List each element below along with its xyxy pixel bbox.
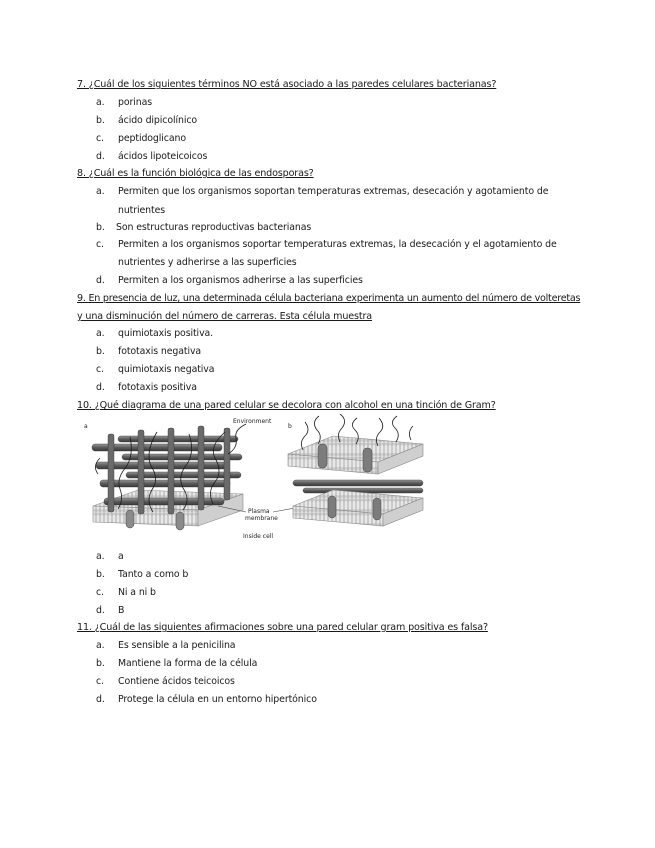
document-page: 7. ¿Cuál de los siguientes términos NO está asociado a las paredes celulares bacterianas? a. porinas b. ácido dipicolínico c. peptidoglicano d. ácidos lipoteicoicos 8. ¿Cuál es la función biológica de las endosporas? a. Permiten que los organismos soportan temperaturas extremas, desecación y agotamiento de nutrientes b. Son estructuras reproductivas bacterianas c. Permiten a los organismos soportar temperaturas extremas, la desecación y el agotamiento de nutrientes y adherirse a las superficies d. Permiten a los organismos adherirse a las superficies 9. En presencia de luz, una determinada célula bacteriana experimenta un aumento del número de volteretas y una disminución del número de carreras. Esta célula muestra a. quimiotaxis positiva. b. fototaxis negativa c. quimiotaxis negativa d. fototaxis positiva 10. ¿Qué diagrama de una pared celular se decolora con alcohol en una tinción de Gram? a Environment Plasma membrane Inside cell b a. a b. Tanto a como b c. Ni a ni b d. B 11. ¿Cuál de las siguientes afirmaciones sobre una pared celular gram positiva es falsa? a. Es sensible a la penicilina b. Mantiene la forma de la célula c. Contiene ácidos teicoicos d. Protege la célula en un entorno hipertónico [77, 79, 581, 705]
cell-wall-illustration [78, 414, 438, 542]
question-10: 10. ¿Qué diagrama de una pared celular se decolora con alcohol en una tinción de Gram? [77, 400, 496, 411]
diagram-a [84, 423, 246, 530]
question-9-cont: y una disminución del número de carreras. Esta célula muestra [77, 311, 373, 322]
membrane-label: membrane [245, 515, 278, 522]
question-9: 9. En presencia de luz, una determinada célula bacteriana experimenta un aumento del número de volteretas [77, 293, 581, 304]
environment-label: Environment [233, 418, 272, 425]
question-11: 11. ¿Cuál de las siguientes afirmaciones sobre una pared celular gram positiva es falsa? [77, 622, 488, 633]
plasma-label: Plasma [248, 508, 270, 515]
question-8: 8. ¿Cuál es la función biológica de las endosporas? [77, 168, 314, 179]
diagram-b-label: b [288, 423, 292, 430]
diagram-a-label: a [84, 423, 88, 430]
inside-cell-label: Inside cell [243, 533, 274, 540]
question-7: 7. ¿Cuál de los siguientes términos NO está asociado a las paredes celulares bacterianas? [77, 79, 497, 90]
cell-wall-diagram [78, 414, 438, 542]
